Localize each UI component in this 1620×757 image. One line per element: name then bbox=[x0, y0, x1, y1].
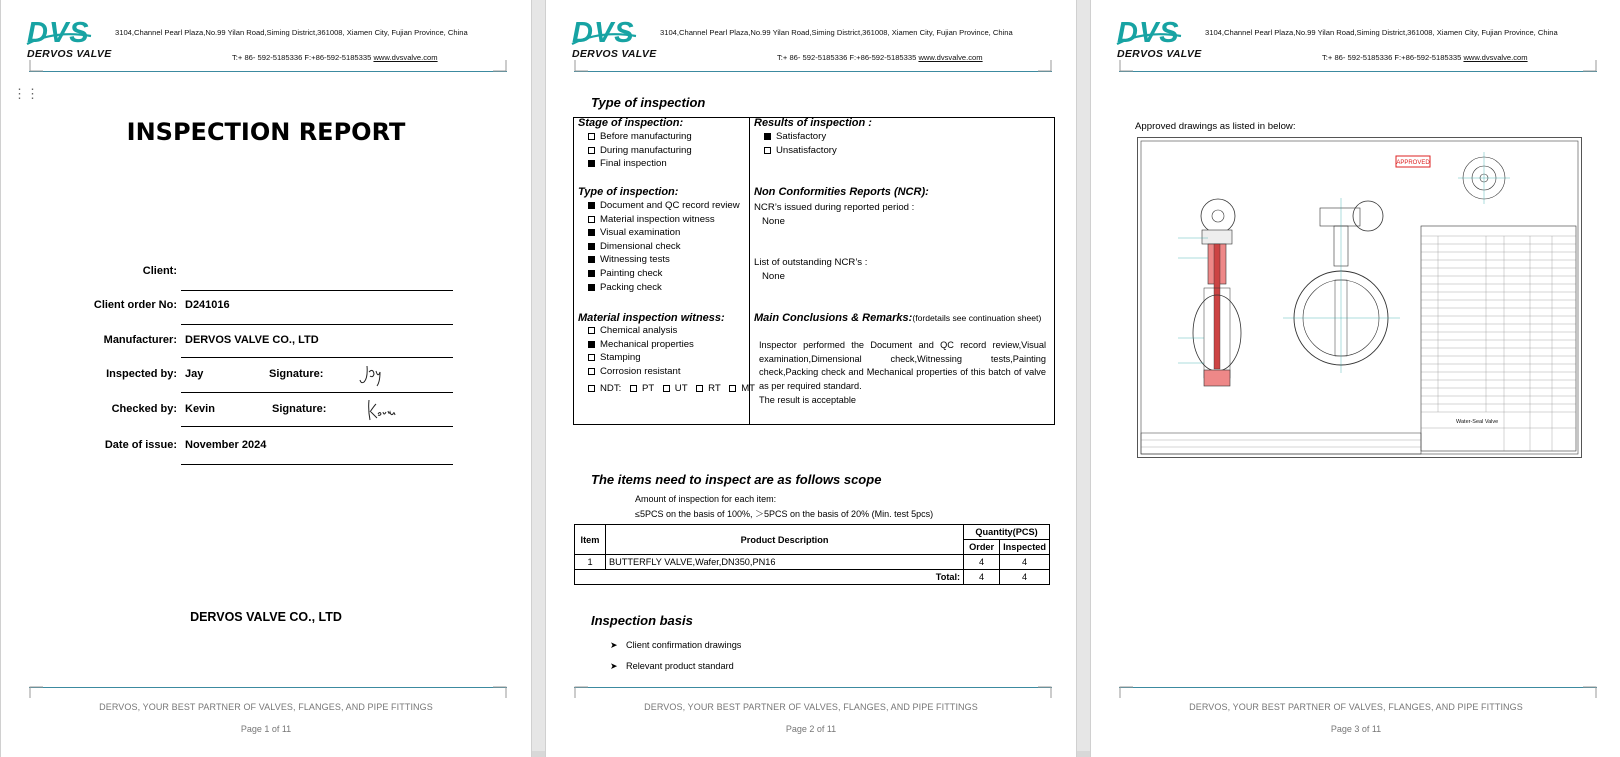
crop-mark-icon bbox=[1583, 60, 1597, 72]
total-order: 4 bbox=[964, 570, 1000, 585]
header-address: 3104,Channel Pearl Plaza,No.99 Yilan Road,Siming District,361008, Xiamen City, Fujian Province, China bbox=[1205, 28, 1558, 37]
col-inspected: Inspected bbox=[1000, 540, 1050, 555]
items-table bbox=[574, 524, 1050, 585]
crop-mark-icon bbox=[574, 686, 588, 698]
manufacturer-value: DERVOS VALVE CO., LTD bbox=[185, 334, 319, 346]
checkbox-label: Packing check bbox=[600, 281, 662, 293]
checkbox[interactable] bbox=[588, 354, 595, 361]
website-link[interactable]: www.dvsvalve.com bbox=[918, 53, 983, 62]
checkbox[interactable] bbox=[729, 385, 736, 392]
header-address: 3104,Channel Pearl Plaza,No.99 Yilan Road,Siming District,361008, Xiamen City, Fujian Province, China bbox=[660, 28, 1013, 37]
checkbox-label: Mechanical properties bbox=[600, 338, 694, 350]
ndt-label: NDT: bbox=[600, 383, 622, 394]
crop-mark-icon bbox=[493, 686, 507, 698]
checkbox-label: Stamping bbox=[600, 352, 641, 364]
inspected-by-value: Jay bbox=[185, 368, 204, 380]
drawing-caption: Approved drawings as listed in below: bbox=[1135, 121, 1296, 132]
logo-text: DVS bbox=[572, 17, 635, 49]
checkbox-checked[interactable] bbox=[588, 256, 595, 263]
checkbox[interactable] bbox=[588, 216, 595, 223]
field-underline bbox=[181, 324, 453, 325]
checkbox-row bbox=[588, 131, 692, 142]
logo-brand: DERVOS VALVE bbox=[1117, 48, 1202, 60]
checkbox[interactable] bbox=[588, 133, 595, 140]
header-contact bbox=[232, 53, 438, 62]
col-qty: Quantity(PCS) bbox=[964, 525, 1050, 540]
results-heading: Results of inspection : bbox=[754, 117, 872, 129]
checkbox-label: During manufacturing bbox=[600, 144, 692, 156]
col-order: Order bbox=[964, 540, 1000, 555]
col-item: Item bbox=[575, 525, 606, 555]
footer-rule bbox=[574, 687, 1052, 688]
header-contact bbox=[777, 53, 983, 62]
rule-line: ≤5PCS on the basis of 100%, ＞5PCS on the basis of 20% (Min. test 5pcs) bbox=[635, 509, 934, 519]
scope-title: The items need to inspect are as follows scope bbox=[591, 472, 882, 487]
signature-kevin-icon bbox=[365, 398, 401, 422]
checkbox-label: Material inspection witness bbox=[600, 213, 715, 225]
checkbox-checked[interactable] bbox=[588, 284, 595, 291]
page-3 bbox=[1090, 0, 1620, 757]
contact-phone: T:+ 86- 592-5185336 F:+86-592-5185335 bbox=[777, 53, 917, 62]
footer-rule bbox=[29, 687, 507, 688]
checkbox-label: Document and QC record review bbox=[600, 200, 740, 211]
date-label: Date of issue: bbox=[104, 439, 177, 451]
ndt-row bbox=[588, 383, 755, 394]
conclusions-heading bbox=[754, 312, 1041, 324]
ndt-option: RT bbox=[708, 383, 721, 394]
order-label: Client order No: bbox=[93, 299, 177, 311]
checkbox[interactable] bbox=[630, 385, 637, 392]
basis-title: Inspection basis bbox=[591, 613, 693, 628]
cell-order: 4 bbox=[964, 555, 1000, 570]
company-name: DERVOS VALVE CO., LTD bbox=[190, 610, 342, 624]
checked-by-label: Checked by: bbox=[111, 403, 177, 415]
signature-jay-icon bbox=[359, 362, 393, 388]
page-number: Page 2 of 11 bbox=[785, 724, 837, 734]
date-value: November 2024 bbox=[185, 439, 267, 451]
checkbox[interactable] bbox=[588, 368, 595, 375]
checkbox[interactable] bbox=[696, 385, 703, 392]
checkbox[interactable] bbox=[588, 147, 595, 154]
field-underline bbox=[181, 357, 453, 358]
cell-inspected: 4 bbox=[1000, 555, 1050, 570]
manufacturer-label: Manufacturer: bbox=[103, 334, 177, 346]
checkbox-label: Final inspection bbox=[600, 158, 667, 170]
checkbox-label: Visual examination bbox=[600, 227, 681, 239]
checkbox[interactable] bbox=[663, 385, 670, 392]
total-inspected: 4 bbox=[1000, 570, 1050, 585]
table-total-row bbox=[575, 570, 1050, 585]
client-label: Client: bbox=[142, 265, 177, 277]
field-underline bbox=[181, 426, 453, 427]
material-heading: Material inspection witness: bbox=[578, 312, 725, 324]
table-row bbox=[575, 555, 1050, 570]
ncr-outstanding-value: None bbox=[762, 271, 785, 282]
logo-brand: DERVOS VALVE bbox=[27, 48, 112, 60]
arrow-bullet-icon: ➤ bbox=[610, 640, 618, 650]
conclusions-result: The result is acceptable bbox=[759, 395, 857, 405]
checkbox[interactable] bbox=[588, 385, 595, 392]
checkbox-row bbox=[588, 145, 692, 156]
page-2 bbox=[545, 0, 1077, 757]
type-heading: Type of inspection: bbox=[578, 186, 679, 198]
footer-tagline: DERVOS, YOUR BEST PARTNER OF VALVES, FLANGES, AND PIPE FITTINGS bbox=[644, 702, 978, 712]
page-number: Page 3 of 11 bbox=[1330, 724, 1382, 734]
crop-mark-icon bbox=[1038, 686, 1052, 698]
checkbox-label: Painting check bbox=[600, 268, 663, 279]
checkbox-checked[interactable] bbox=[588, 160, 595, 167]
conclusions-note: (fordetails see continuation sheet) bbox=[912, 313, 1042, 323]
type-of-inspection-title: Type of inspection bbox=[591, 95, 706, 110]
basis-item-text: Relevant product standard bbox=[626, 661, 734, 671]
footer-tagline: DERVOS, YOUR BEST PARTNER OF VALVES, FLANGES, AND PIPE FITTINGS bbox=[99, 702, 433, 712]
crop-mark-icon bbox=[29, 686, 43, 698]
cell-item: 1 bbox=[575, 555, 606, 570]
contact-phone: T:+ 86- 592-5185336 F:+86-592-5185335 bbox=[1322, 53, 1462, 62]
field-underline bbox=[181, 464, 453, 465]
approved-drawing bbox=[1137, 137, 1582, 458]
contact-phone: T:+ 86- 592-5185336 F:+86-592-5185335 bbox=[232, 53, 372, 62]
basis-item-text: Client confirmation drawings bbox=[626, 640, 742, 650]
header-rule bbox=[574, 71, 1052, 72]
checkbox-row bbox=[764, 145, 837, 156]
company-logo bbox=[572, 18, 660, 62]
conclusions-heading-text: Main Conclusions & Remarks: bbox=[754, 312, 913, 324]
total-label: Total: bbox=[575, 570, 964, 585]
checkbox-label: Corrosion resistant bbox=[600, 365, 681, 377]
logo-brand: DERVOS VALVE bbox=[572, 48, 657, 60]
ndt-option: UT bbox=[674, 383, 688, 394]
field-underline bbox=[181, 392, 453, 393]
crop-mark-icon bbox=[1038, 60, 1052, 72]
box-divider bbox=[749, 117, 750, 424]
amount-line: Amount of inspection for each item: bbox=[635, 494, 777, 504]
valve-drawing-icon bbox=[1138, 138, 1581, 457]
conclusions-body: Inspector performed the Document and QC record review,Visual examination,Dimensional check,Witnessing tests,Painting check,Packing check and Mechanical properties of this batch of valve as per required standard. bbox=[759, 340, 1046, 391]
checkbox-row bbox=[588, 200, 740, 211]
checkbox-checked[interactable] bbox=[764, 133, 771, 140]
checkbox-checked[interactable] bbox=[588, 243, 595, 250]
checkbox-row bbox=[588, 282, 662, 293]
title-block-label: Water-Seal Valve bbox=[1456, 419, 1499, 425]
checkbox-row bbox=[588, 158, 667, 169]
ndt-option: PT bbox=[642, 383, 655, 394]
signature-label: Signature: bbox=[272, 403, 327, 415]
checkbox-row bbox=[588, 366, 681, 377]
logo-text: DVS bbox=[27, 17, 90, 49]
checkbox-checked[interactable] bbox=[588, 202, 595, 209]
cell-desc: BUTTERFLY VALVE,Wafer,DN350,PN16 bbox=[606, 555, 964, 570]
checkbox-checked[interactable] bbox=[588, 270, 595, 277]
page-1 bbox=[0, 0, 532, 757]
field-underline bbox=[181, 290, 453, 291]
website-link[interactable]: www.dvsvalve.com bbox=[373, 53, 438, 62]
company-logo bbox=[27, 18, 115, 62]
crop-mark-icon bbox=[493, 60, 507, 72]
table-header-row bbox=[575, 525, 1050, 540]
ndt-option: MT bbox=[741, 383, 756, 394]
crop-mark-icon bbox=[1119, 686, 1133, 698]
inspected-by-label: Inspected by: bbox=[106, 368, 177, 380]
logo-text: DVS bbox=[1117, 17, 1180, 49]
checkbox-row bbox=[588, 268, 662, 279]
ncr-outstanding-label: List of outstanding NCR’s : bbox=[754, 257, 868, 268]
checkbox[interactable] bbox=[764, 147, 771, 154]
website-link[interactable]: www.dvsvalve.com bbox=[1463, 53, 1528, 62]
checkbox-checked[interactable] bbox=[588, 229, 595, 236]
checkbox-row bbox=[588, 352, 641, 363]
crop-mark-icon bbox=[574, 60, 588, 72]
stage-heading: Stage of inspection: bbox=[578, 117, 684, 129]
page-number: Page 1 of 11 bbox=[240, 724, 292, 734]
checkbox-label: Before manufacturing bbox=[600, 131, 692, 142]
checkbox-row bbox=[588, 227, 680, 238]
header-rule bbox=[1119, 71, 1597, 72]
basis-item bbox=[610, 661, 734, 672]
order-value: D241016 bbox=[185, 299, 230, 311]
footer-tagline: DERVOS, YOUR BEST PARTNER OF VALVES, FLANGES, AND PIPE FITTINGS bbox=[1189, 702, 1523, 712]
checkbox-label: Witnessing tests bbox=[600, 254, 670, 266]
company-logo bbox=[1117, 18, 1205, 62]
checkbox-label: Chemical analysis bbox=[600, 325, 678, 336]
checked-by-value: Kevin bbox=[185, 403, 215, 415]
report-title: INSPECTION REPORT bbox=[126, 118, 406, 146]
checkbox-row bbox=[588, 241, 681, 252]
ncr-heading: Non Conformities Reports (NCR): bbox=[754, 186, 929, 198]
crop-mark-icon bbox=[1119, 60, 1133, 72]
crop-mark-icon bbox=[1583, 686, 1597, 698]
checkbox-row bbox=[588, 325, 677, 336]
checkbox-row bbox=[588, 214, 715, 225]
basis-item bbox=[610, 640, 741, 651]
checkbox-checked[interactable] bbox=[588, 341, 595, 348]
header-contact bbox=[1322, 53, 1528, 62]
crop-mark-icon bbox=[29, 60, 43, 72]
ncr-issued-value: None bbox=[762, 216, 785, 227]
checkbox-row bbox=[588, 254, 670, 265]
footer-rule bbox=[1119, 687, 1597, 688]
checkbox[interactable] bbox=[588, 327, 595, 334]
approved-stamp: APPROVED bbox=[1396, 160, 1430, 166]
checkbox-row bbox=[764, 131, 826, 142]
header-rule bbox=[29, 71, 507, 72]
checkbox-label: Unsatisfactory bbox=[776, 144, 837, 156]
arrow-bullet-icon: ➤ bbox=[610, 661, 618, 671]
signature-label: Signature: bbox=[269, 368, 324, 380]
drag-handle-icon[interactable]: ⋮⋮ bbox=[13, 86, 39, 101]
col-desc: Product Description bbox=[606, 525, 964, 555]
checkbox-row bbox=[588, 339, 694, 350]
checkbox-label: Satisfactory bbox=[776, 131, 827, 142]
header-address: 3104,Channel Pearl Plaza,No.99 Yilan Road,Siming District,361008, Xiamen City, Fujian Province, China bbox=[115, 28, 468, 37]
ncr-issued-label: NCR’s issued during reported period : bbox=[754, 202, 915, 213]
checkbox-label: Dimensional check bbox=[600, 240, 681, 252]
